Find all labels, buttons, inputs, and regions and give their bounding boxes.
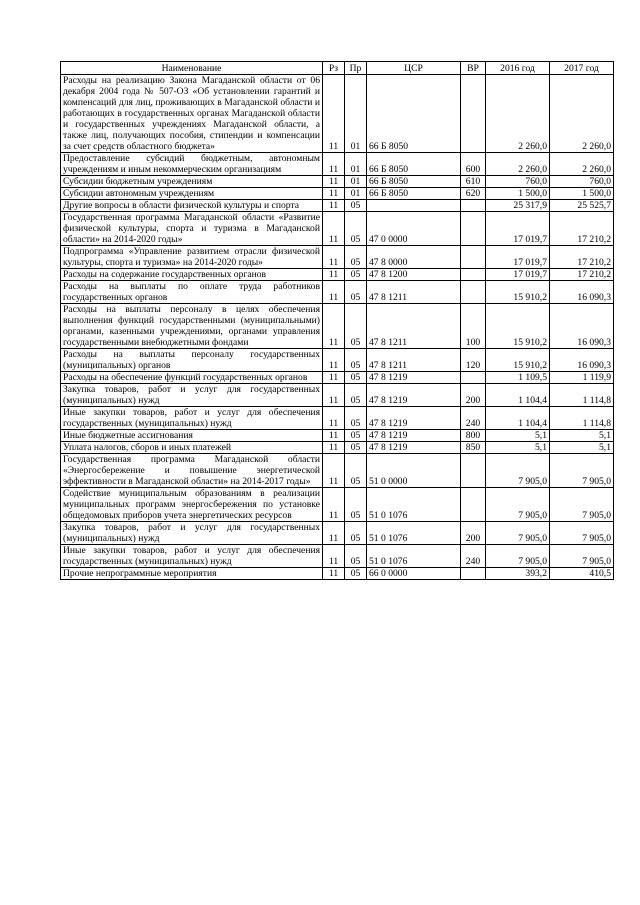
row-2017: 16 090,3 — [550, 349, 614, 372]
row-vr: 800 — [461, 430, 486, 442]
budget-table — [60, 61, 614, 580]
row-name: Другие вопросы в области физической культуры и спорта — [61, 200, 323, 212]
row-csr: 66 Б 8050 — [367, 75, 461, 153]
row-name: Иные закупки товаров, работ и услуг для обеспечения государственных (муниципальных) нужд — [61, 545, 323, 568]
row-name: Субсидии автономным учреждениям — [61, 188, 323, 200]
row-rz: 11 — [323, 176, 345, 188]
row-pr: 05 — [345, 304, 367, 349]
row-pr: 05 — [345, 545, 367, 568]
table-row — [61, 522, 614, 545]
row-2017: 2 260,0 — [550, 153, 614, 176]
row-2017: 2 260,0 — [550, 75, 614, 153]
table-row — [61, 153, 614, 176]
row-rz: 11 — [323, 522, 345, 545]
row-vr: 100 — [461, 304, 486, 349]
row-rz: 11 — [323, 545, 345, 568]
row-name: Расходы на выплаты по оплате труда работников государственных органов — [61, 281, 323, 304]
row-csr: 66 0 0000 — [367, 568, 461, 580]
table-row — [61, 304, 614, 349]
row-rz: 11 — [323, 488, 345, 522]
row-vr: 120 — [461, 349, 486, 372]
row-pr: 01 — [345, 153, 367, 176]
table-row — [61, 269, 614, 281]
row-pr: 05 — [345, 269, 367, 281]
table-row — [61, 442, 614, 454]
row-2017: 7 905,0 — [550, 545, 614, 568]
row-pr: 05 — [345, 349, 367, 372]
row-vr — [461, 568, 486, 580]
row-2017: 1 119,9 — [550, 372, 614, 384]
row-2017: 7 905,0 — [550, 454, 614, 488]
row-vr: 240 — [461, 407, 486, 430]
row-vr: 200 — [461, 522, 486, 545]
row-csr: 47 8 1200 — [367, 269, 461, 281]
row-rz: 11 — [323, 384, 345, 407]
row-2017: 17 210,2 — [550, 269, 614, 281]
row-vr: 610 — [461, 176, 486, 188]
row-csr: 51 0 0000 — [367, 454, 461, 488]
row-name: Иные бюджетные ассигнования — [61, 430, 323, 442]
table-row — [61, 200, 614, 212]
row-2017: 760,0 — [550, 176, 614, 188]
row-pr: 01 — [345, 188, 367, 200]
table-row — [61, 246, 614, 269]
table-row — [61, 176, 614, 188]
row-name: Содействие муниципальным образованиям в реализации муниципальных программ энергосбережения по установке общедомовых приборов учета энергетических ресурсов — [61, 488, 323, 522]
row-2017: 17 210,2 — [550, 212, 614, 246]
row-2017: 5,1 — [550, 430, 614, 442]
row-2016: 7 905,0 — [486, 454, 550, 488]
table-row — [61, 75, 614, 153]
row-pr: 05 — [345, 442, 367, 454]
row-name: Закупка товаров, работ и услуг для государственных (муниципальных) нужд — [61, 384, 323, 407]
row-2016: 17 019,7 — [486, 212, 550, 246]
row-csr: 47 8 1219 — [367, 407, 461, 430]
row-2016: 25 317,9 — [486, 200, 550, 212]
row-rz: 11 — [323, 188, 345, 200]
row-2016: 7 905,0 — [486, 545, 550, 568]
table-row — [61, 212, 614, 246]
row-name: Расходы на содержание государственных органов — [61, 269, 323, 281]
row-rz: 11 — [323, 372, 345, 384]
row-pr: 05 — [345, 407, 367, 430]
row-pr: 05 — [345, 454, 367, 488]
row-name: Субсидии бюджетным учреждениям — [61, 176, 323, 188]
row-2016: 5,1 — [486, 430, 550, 442]
row-vr — [461, 372, 486, 384]
header-rz: Рз — [323, 62, 345, 75]
row-rz: 11 — [323, 454, 345, 488]
row-name: Расходы на реализацию Закона Магаданской области от 06 декабря 2004 года № 507-ОЗ «Об установлении гарантий и компенсаций для лиц, проживающих в Магаданской области и работающих в государственных органах Магаданской области и государственных учреждениях Магаданской области, а также лиц, получающих пособия, стипендии и компенсации за счет средств областного бюджета» — [61, 75, 323, 153]
row-pr: 05 — [345, 568, 367, 580]
row-pr: 05 — [345, 246, 367, 269]
row-csr: 66 Б 8050 — [367, 153, 461, 176]
row-2017: 25 525,7 — [550, 200, 614, 212]
row-vr — [461, 488, 486, 522]
row-csr: 47 8 1219 — [367, 384, 461, 407]
row-pr: 05 — [345, 522, 367, 545]
row-csr: 51 0 1076 — [367, 488, 461, 522]
row-rz: 11 — [323, 75, 345, 153]
header-vr: ВР — [461, 62, 486, 75]
table-row — [61, 545, 614, 568]
row-vr — [461, 454, 486, 488]
table-row — [61, 188, 614, 200]
row-2017: 1 500,0 — [550, 188, 614, 200]
row-name: Закупка товаров, работ и услуг для государственных (муниципальных) нужд — [61, 522, 323, 545]
row-vr — [461, 281, 486, 304]
row-2017: 5,1 — [550, 442, 614, 454]
table-row — [61, 488, 614, 522]
row-csr: 47 8 1219 — [367, 442, 461, 454]
table-row — [61, 349, 614, 372]
row-2016: 5,1 — [486, 442, 550, 454]
row-name: Государственная программа Магаданской области «Развитие физической культуры, спорта и туризма в Магаданской области» на 2014-2020 годы» — [61, 212, 323, 246]
row-2016: 15 910,2 — [486, 281, 550, 304]
row-csr: 47 8 0000 — [367, 246, 461, 269]
row-vr: 240 — [461, 545, 486, 568]
row-2017: 16 090,3 — [550, 304, 614, 349]
row-rz: 11 — [323, 430, 345, 442]
row-2016: 760,0 — [486, 176, 550, 188]
header-2016: 2016 год — [486, 62, 550, 75]
row-2017: 1 114,8 — [550, 384, 614, 407]
row-2017: 7 905,0 — [550, 522, 614, 545]
row-csr — [367, 200, 461, 212]
row-rz: 11 — [323, 407, 345, 430]
row-rz: 11 — [323, 153, 345, 176]
row-rz: 11 — [323, 200, 345, 212]
row-csr: 51 0 1076 — [367, 522, 461, 545]
row-name: Государственная программа Магаданской области «Энергосбережение и повышение энергетической эффективности в Магаданской области» на 2014-2017 годы» — [61, 454, 323, 488]
row-vr — [461, 269, 486, 281]
row-rz: 11 — [323, 246, 345, 269]
row-csr: 47 8 1211 — [367, 281, 461, 304]
row-2017: 17 210,2 — [550, 246, 614, 269]
row-rz: 11 — [323, 568, 345, 580]
row-csr: 66 Б 8050 — [367, 176, 461, 188]
row-pr: 05 — [345, 430, 367, 442]
row-rz: 11 — [323, 349, 345, 372]
table-row — [61, 454, 614, 488]
row-2016: 15 910,2 — [486, 349, 550, 372]
row-vr: 600 — [461, 153, 486, 176]
row-2016: 1 109,5 — [486, 372, 550, 384]
row-pr: 01 — [345, 176, 367, 188]
budget-page — [60, 61, 613, 580]
table-row — [61, 281, 614, 304]
row-csr: 47 8 1219 — [367, 372, 461, 384]
row-rz: 11 — [323, 442, 345, 454]
row-2016: 17 019,7 — [486, 269, 550, 281]
header-csr: ЦСР — [367, 62, 461, 75]
row-2016: 7 905,0 — [486, 522, 550, 545]
row-csr: 47 8 1211 — [367, 349, 461, 372]
row-csr: 51 0 1076 — [367, 545, 461, 568]
row-vr: 850 — [461, 442, 486, 454]
header-2017: 2017 год — [550, 62, 614, 75]
row-vr — [461, 212, 486, 246]
row-vr — [461, 200, 486, 212]
row-name: Расходы на выплаты персоналу в целях обеспечения выполнения функций государственными (муниципальными) органами, казенными учреждениями, органами управления государственными внебюджетными фондами — [61, 304, 323, 349]
row-2016: 17 019,7 — [486, 246, 550, 269]
row-name: Расходы на обеспечение функций государственных органов — [61, 372, 323, 384]
table-row — [61, 430, 614, 442]
header-name: Наименование — [61, 62, 323, 75]
row-2016: 7 905,0 — [486, 488, 550, 522]
row-pr: 01 — [345, 75, 367, 153]
row-2017: 410,5 — [550, 568, 614, 580]
table-row — [61, 568, 614, 580]
header-pr: Пр — [345, 62, 367, 75]
row-csr: 47 8 1211 — [367, 304, 461, 349]
row-vr: 200 — [461, 384, 486, 407]
row-name: Прочие непрограммные мероприятия — [61, 568, 323, 580]
table-row — [61, 384, 614, 407]
row-vr — [461, 246, 486, 269]
row-name: Уплата налогов, сборов и иных платежей — [61, 442, 323, 454]
table-header-row — [61, 62, 614, 75]
row-vr: 620 — [461, 188, 486, 200]
row-pr: 05 — [345, 200, 367, 212]
row-pr: 05 — [345, 281, 367, 304]
row-rz: 11 — [323, 281, 345, 304]
row-name: Иные закупки товаров, работ и услуг для обеспечения государственных (муниципальных) нужд — [61, 407, 323, 430]
row-2016: 2 260,0 — [486, 75, 550, 153]
row-name: Расходы на выплаты персоналу государственных (муниципальных) органов — [61, 349, 323, 372]
row-2016: 15 910,2 — [486, 304, 550, 349]
row-name: Подпрограмма «Управление развитием отрасли физической культуры, спорта и туризма» на 2014-2020 годы» — [61, 246, 323, 269]
row-2016: 393,2 — [486, 568, 550, 580]
row-2016: 2 260,0 — [486, 153, 550, 176]
row-pr: 05 — [345, 384, 367, 407]
row-pr: 05 — [345, 488, 367, 522]
row-csr: 47 0 0000 — [367, 212, 461, 246]
row-rz: 11 — [323, 269, 345, 281]
row-csr: 66 Б 8050 — [367, 188, 461, 200]
table-row — [61, 407, 614, 430]
row-rz: 11 — [323, 304, 345, 349]
row-2017: 16 090,3 — [550, 281, 614, 304]
row-2016: 1 104,4 — [486, 384, 550, 407]
row-pr: 05 — [345, 212, 367, 246]
row-csr: 47 8 1219 — [367, 430, 461, 442]
row-pr: 05 — [345, 372, 367, 384]
row-2017: 7 905,0 — [550, 488, 614, 522]
row-2016: 1 104,4 — [486, 407, 550, 430]
row-2016: 1 500,0 — [486, 188, 550, 200]
row-2017: 1 114,8 — [550, 407, 614, 430]
row-vr — [461, 75, 486, 153]
row-name: Предоставление субсидий бюджетным, автономным учреждениям и иным некоммерческим организациям — [61, 153, 323, 176]
row-rz: 11 — [323, 212, 345, 246]
table-row — [61, 372, 614, 384]
